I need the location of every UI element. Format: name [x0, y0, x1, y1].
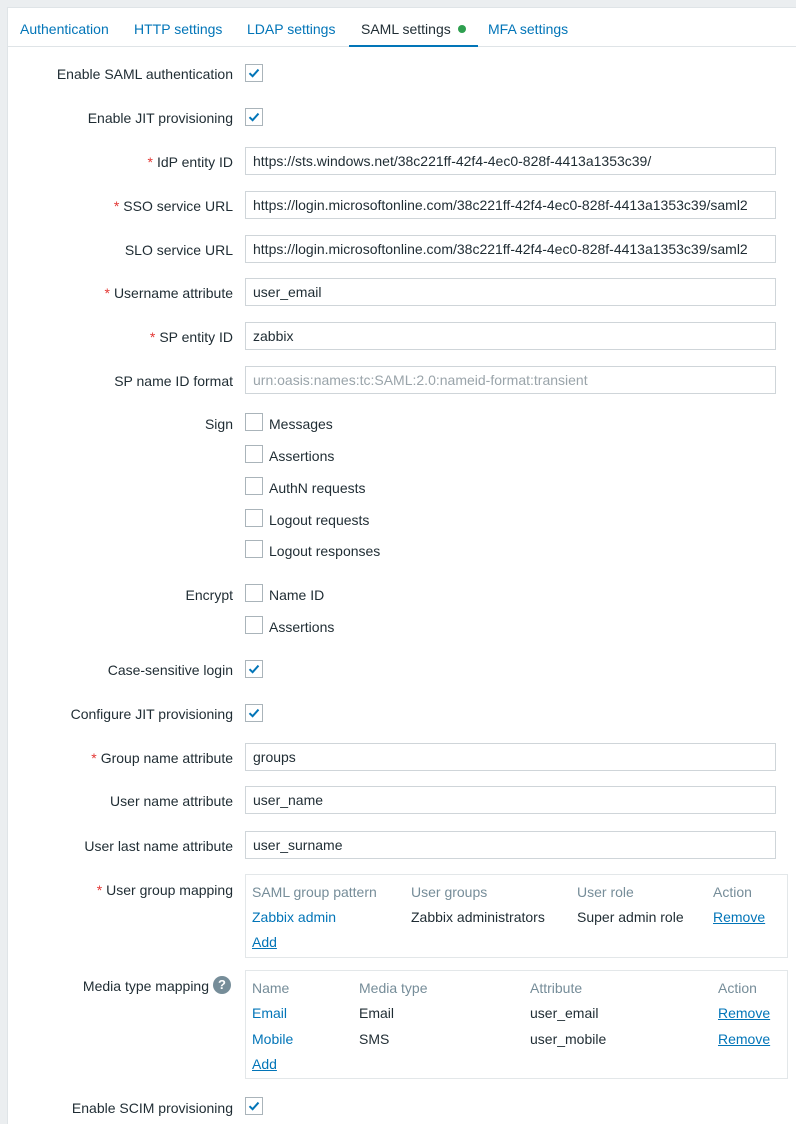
- media-attribute-cell: user_mobile: [530, 1031, 607, 1047]
- sign-messages-checkbox[interactable]: [245, 413, 263, 431]
- group-pattern-link[interactable]: Zabbix admin: [252, 909, 337, 925]
- sign-assertions-label: Assertions: [269, 448, 335, 464]
- sp-entity-id-label: * SP entity ID: [149, 329, 233, 345]
- required-asterisk-icon: *: [96, 882, 103, 898]
- encrypt-assertions-label: Assertions: [269, 619, 335, 635]
- idp-entity-id-input[interactable]: [245, 147, 776, 175]
- required-asterisk-icon: *: [113, 198, 120, 214]
- help-icon[interactable]: ?: [213, 976, 231, 994]
- sign-label: Sign: [204, 416, 233, 432]
- media-name-link[interactable]: Email: [252, 1005, 288, 1021]
- group-name-attribute-input[interactable]: [245, 743, 776, 771]
- remove-media-mapping-link[interactable]: Remove: [718, 1005, 771, 1021]
- sign-authn-requests-label: AuthN requests: [269, 480, 366, 496]
- media-name-link[interactable]: Mobile: [252, 1031, 294, 1047]
- required-asterisk-icon: *: [149, 329, 156, 345]
- check-icon: [248, 67, 260, 79]
- sign-logout-requests-label: Logout requests: [269, 512, 370, 528]
- idp-entity-id-label: * IdP entity ID: [147, 154, 233, 170]
- enable-jit-label: Enable JIT provisioning: [87, 110, 233, 126]
- media-type-cell: SMS: [359, 1031, 390, 1047]
- encrypt-name-id-checkbox[interactable]: [245, 584, 263, 602]
- tab-saml-settings[interactable]: SAML settings: [349, 8, 478, 46]
- add-group-mapping-link[interactable]: Add: [252, 934, 277, 950]
- column-header: User groups: [411, 884, 488, 900]
- check-icon: [248, 707, 260, 719]
- group-name-attribute-label: * Group name attribute: [91, 750, 233, 766]
- column-header: SAML group pattern: [252, 884, 377, 900]
- user-last-name-attribute-label: User last name attribute: [84, 838, 233, 854]
- required-asterisk-icon: *: [147, 154, 153, 170]
- column-header: Action: [713, 884, 752, 900]
- column-header: Attribute: [530, 980, 583, 996]
- user-role-cell: Super admin role: [577, 909, 684, 925]
- active-status-dot-icon: [458, 25, 466, 33]
- enable-saml-label: Enable SAML authentication: [56, 66, 233, 82]
- configure-jit-label: Configure JIT provisioning: [70, 706, 233, 722]
- user-group-mapping-table: [245, 874, 788, 958]
- check-icon: [248, 1100, 260, 1112]
- tab-http-settings[interactable]: HTTP settings: [134, 21, 223, 37]
- sign-logout-requests-checkbox[interactable]: [245, 509, 263, 527]
- sign-messages-label: Messages: [269, 416, 333, 432]
- media-attribute-cell: user_email: [530, 1005, 599, 1021]
- column-header: User role: [577, 884, 634, 900]
- user-name-attribute-input[interactable]: [245, 786, 776, 814]
- sign-logout-responses-checkbox[interactable]: [245, 540, 263, 558]
- tab-ldap-settings[interactable]: LDAP settings: [247, 21, 336, 37]
- check-icon: [248, 111, 260, 123]
- user-groups-cell: Zabbix administrators: [411, 909, 545, 925]
- sign-authn-requests-checkbox[interactable]: [245, 477, 263, 495]
- sp-name-id-format-input[interactable]: [245, 366, 776, 394]
- sso-service-url-input[interactable]: [245, 191, 776, 219]
- user-group-mapping-label: * User group mapping: [96, 882, 233, 898]
- enable-scim-label: Enable SCIM provisioning: [71, 1100, 233, 1116]
- encrypt-label: Encrypt: [185, 587, 233, 603]
- media-type-mapping-label: Media type mapping: [82, 978, 209, 994]
- username-attribute-input[interactable]: [245, 278, 776, 306]
- tab-mfa-settings[interactable]: MFA settings: [488, 21, 569, 37]
- sign-assertions-checkbox[interactable]: [245, 445, 263, 463]
- slo-service-url-input[interactable]: [245, 235, 776, 263]
- column-header: Media type: [359, 980, 428, 996]
- sign-logout-responses-label: Logout responses: [269, 543, 381, 559]
- media-type-mapping-table: [245, 970, 788, 1079]
- username-attribute-label: * Username attribute: [104, 285, 233, 301]
- encrypt-assertions-checkbox[interactable]: [245, 616, 263, 634]
- enable-scim-checkbox[interactable]: [245, 1097, 263, 1115]
- enable-saml-checkbox[interactable]: [245, 64, 263, 82]
- case-sensitive-login-label: Case-sensitive login: [107, 662, 233, 678]
- user-last-name-attribute-input[interactable]: [245, 831, 776, 859]
- configure-jit-checkbox[interactable]: [245, 704, 263, 722]
- sp-entity-id-input[interactable]: [245, 322, 776, 350]
- required-asterisk-icon: *: [104, 285, 110, 301]
- saml-settings-panel: [7, 7, 796, 1124]
- add-media-mapping-link[interactable]: Add: [252, 1056, 277, 1072]
- enable-jit-checkbox[interactable]: [245, 108, 263, 126]
- user-name-attribute-label: User name attribute: [110, 793, 233, 809]
- slo-service-url-label: SLO service URL: [124, 242, 233, 258]
- remove-media-mapping-link[interactable]: Remove: [718, 1031, 771, 1047]
- settings-tabs: [8, 8, 796, 47]
- media-type-cell: Email: [359, 1005, 395, 1021]
- encrypt-name-id-label: Name ID: [269, 587, 325, 603]
- check-icon: [248, 663, 260, 675]
- tab-authentication[interactable]: Authentication: [20, 21, 109, 37]
- sp-name-id-format-label: SP name ID format: [114, 373, 233, 389]
- case-sensitive-login-checkbox[interactable]: [245, 660, 263, 678]
- required-asterisk-icon: *: [91, 750, 97, 766]
- remove-group-mapping-link[interactable]: Remove: [713, 909, 766, 925]
- column-header: Name: [252, 980, 290, 996]
- column-header: Action: [718, 980, 757, 996]
- sso-service-url-label: * SSO service URL: [113, 198, 233, 214]
